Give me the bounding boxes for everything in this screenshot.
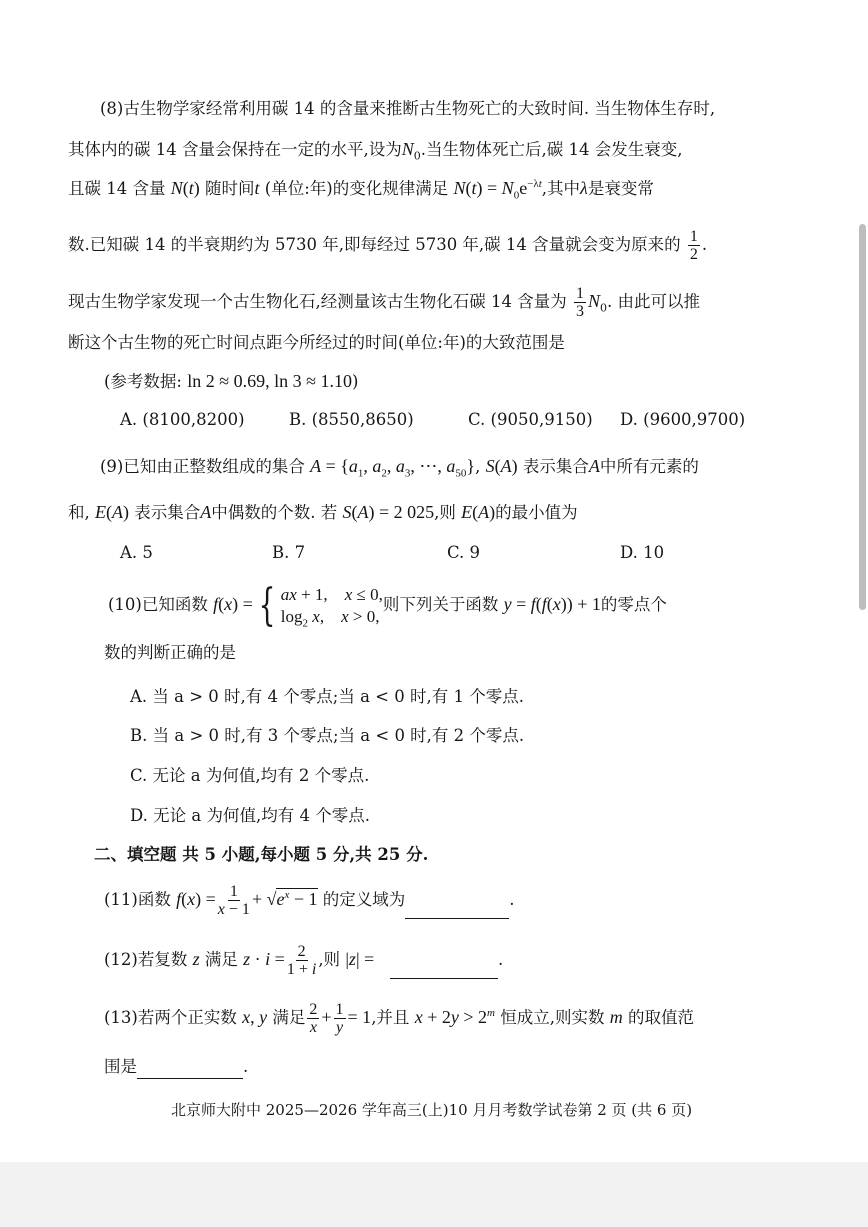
q9-option-b: B. 7 xyxy=(272,543,306,562)
q9-text: 的最小值为 xyxy=(495,503,578,522)
q10-option-c: C. 无论 a 为何值,均有 2 个零点. xyxy=(130,766,370,785)
fraction-2-over-x: $\frac{2}{x}$ xyxy=(309,1001,318,1036)
q9-option-a: A. 5 xyxy=(120,543,153,562)
q8-text: 其体内的碳 14 含量会保持在一定的水平,设为 xyxy=(68,140,402,159)
q8-text: 现古生物学家发现一个古生物化石,经测量该古生物化石碳 14 含量为 xyxy=(68,292,567,311)
q8-text: 随时间 xyxy=(205,179,255,198)
q10-text: 则下列关于函数 xyxy=(382,595,499,614)
q8-line-2: 其体内的碳 14 含量会保持在一定的水平,设为$N_0$.当生物体死亡后,碳 14 会发生衰变, xyxy=(68,139,683,163)
q9-math: E(A) xyxy=(95,502,129,522)
q9-text: 中偶数的个数. 若 xyxy=(211,503,338,522)
q8-line-5: 现古生物学家发现一个古生物化石,经测量该古生物化石碳 14 含量为 $\frac{1}{3}$ $N_0$. 由此可以推 xyxy=(68,285,700,320)
q8-text: (单位:年)的变化规律满足 xyxy=(264,179,449,198)
q8-text: ,其中 xyxy=(541,179,581,198)
q8-math: ln 2 ≈ 0.69, ln 3 ≈ 1.10 xyxy=(187,371,353,391)
fraction-1-over-x-1: $\frac{1}{x - 1}$ xyxy=(217,883,250,918)
q11-text: . xyxy=(509,890,515,909)
q10-text: 的零点个 xyxy=(600,595,667,614)
q13-text: 的取值范 xyxy=(627,1008,694,1027)
q9-text: 中所有元素的 xyxy=(599,457,699,476)
page-footer: 北京师大附中 2025—2026 学年高三(上)10 月月考数学试卷第 2 页 (共 6 页) xyxy=(171,1101,693,1119)
bottom-margin xyxy=(0,1162,868,1227)
q13-line-2 xyxy=(104,1055,248,1079)
q10-line-2: 数的判断正确的是 xyxy=(104,643,236,662)
q12-line: (12)若复数 z 满足 z · i = $\frac{2}{1 + i}$ ,则 |z| = . xyxy=(104,943,504,978)
q8-line-4: 数.已知碳 14 的半衰期约为 5730 年,即每经过 5730 年,碳 14 含量就会变为原来的 $\frac{1}{2}$ . xyxy=(68,228,708,263)
q8-line-6 xyxy=(68,331,565,355)
scrollbar-thumb[interactable] xyxy=(859,224,866,610)
q9-text: 和, xyxy=(68,503,90,522)
answer-blank xyxy=(405,900,509,919)
q11-text: (11)函数 xyxy=(104,890,171,909)
q12-text: ,则 xyxy=(318,950,341,969)
q9-text: (9)已知由正整数组成的集合 xyxy=(100,457,305,476)
q10-option-a: A. 当 a > 0 时,有 4 个零点;当 a < 0 时,有 1 个零点. xyxy=(130,687,524,706)
answer-blank xyxy=(137,1060,243,1079)
q8-line-1 xyxy=(100,97,715,121)
q9-text: ,则 xyxy=(434,503,456,522)
q12-text: (12)若复数 xyxy=(104,950,188,969)
answer-blank xyxy=(390,960,498,979)
q8-formula: $N(t) = N_0e^{-\lambda t}$ xyxy=(453,178,542,202)
q9-math: S(A) xyxy=(485,456,518,476)
q9-line-1: (9)已知由正整数组成的集合 $A = \{a_1$, $a_2$, $a_3$, ⋯, $a_{50}$}, S(A) 表示集合A中所有元素的 xyxy=(100,456,699,480)
section-heading: 二、填空题 共 5 小题,每小题 5 分,共 25 分. xyxy=(94,845,429,864)
q8-text: 数.已知碳 14 的半衰期约为 5730 年,即每经过 5730 年,碳 14 含量就会变为原来的 xyxy=(68,235,681,254)
q10-option-d: D. 无论 a 为何值,均有 4 个零点. xyxy=(130,806,370,825)
q13-text: 恒成立,则实数 xyxy=(500,1008,605,1027)
q8-math: N(t) xyxy=(170,178,200,198)
q13-line-1: (13)若两个正实数 x, y 满足 $\frac{2}{x}$ + $\frac{1}{y}$ = 1,并且 $x + 2y > 2^m$ 恒成立,则实数 m 的取值范 xyxy=(104,1001,694,1036)
q11-line xyxy=(104,880,515,919)
q13-text: ,并且 xyxy=(371,1008,410,1027)
q9-set: $A = \{a_1$, $a_2$, $a_3$, ⋯, $a_{50}$} xyxy=(310,456,476,480)
q9-text: , xyxy=(475,457,481,476)
q9-line-2: 和, E(A) 表示集合A中偶数的个数. 若 S(A) = 2 025,则 E(A)的最小值为 xyxy=(68,502,578,522)
fraction-one-third: $\frac{1}{3}$ xyxy=(575,285,584,320)
brace: { xyxy=(258,579,276,631)
q8-text: 且碳 14 含量 xyxy=(68,179,166,198)
q8-text: ) xyxy=(352,372,359,391)
q9-math: S(A) = 2 025 xyxy=(342,502,435,522)
q12-math: z · i = xyxy=(243,949,285,969)
q9-math: E(A) xyxy=(461,502,496,522)
q8-text: (8)古生物学家经常利用碳 14 的含量来推断古生物死亡的大致时间. 当生物体生存时, xyxy=(100,99,716,118)
q8-option-c: C. (9050,9150) xyxy=(468,410,593,429)
q11-math: f(x) = xyxy=(176,889,216,909)
q9-text: 表示集合 xyxy=(134,503,201,522)
q9-option-c: C. 9 xyxy=(447,543,481,562)
q13-text: . xyxy=(243,1057,249,1076)
fraction-1-over-y: $\frac{1}{y}$ xyxy=(335,1001,344,1036)
q9-option-d: D. 10 xyxy=(620,543,665,562)
q13-math: x, y xyxy=(242,1007,268,1027)
q8-text: .当生物体死亡后,碳 14 会发生衰变, xyxy=(420,140,683,159)
q8-option-a: A. (8100,8200) xyxy=(120,410,245,429)
fraction-one-half: $\frac{1}{2}$ xyxy=(689,228,698,263)
fraction-2-over-1-plus-i: $\frac{2}{1 + i}$ xyxy=(286,943,317,978)
q10-cases: ax + 1, x ≤ 0, $\log_2 x$, x > 0, xyxy=(280,584,383,629)
q10-function: f(x) = xyxy=(213,594,253,614)
q10-option-b: B. 当 a > 0 时,有 3 个零点;当 a < 0 时,有 2 个零点. xyxy=(130,726,525,745)
q8-text: . 由此可以推 xyxy=(607,292,700,311)
q9-text: 表示集合 xyxy=(522,457,589,476)
q13-math: $x + 2y > 2^m$ xyxy=(414,1007,495,1027)
q8-text: 是衰变常 xyxy=(587,179,654,198)
q13-text: 满足 xyxy=(272,1008,306,1027)
q10-math: y = f(f(x)) + 1 xyxy=(503,594,601,614)
q11-text: 的定义域为 xyxy=(322,890,406,909)
q8-text: 断这个古生物的死亡时间点距今所经过的时间(单位:年)的大致范围是 xyxy=(68,333,565,352)
q13-text: 围是 xyxy=(104,1057,137,1076)
q12-text: . xyxy=(497,950,504,969)
q12-math: |z| = xyxy=(345,949,375,969)
q13-text: (13)若两个正实数 xyxy=(104,1008,237,1027)
q11-math: + $√e^x - 1$ xyxy=(251,889,318,909)
q12-text: 满足 xyxy=(204,950,238,969)
q8-text: (参考数据: xyxy=(104,372,182,391)
q10-line-1 xyxy=(108,579,667,631)
q8-option-d: D. (9600,9700) xyxy=(620,410,746,429)
q10-text: (10)已知函数 xyxy=(108,595,208,614)
q8-reference-data xyxy=(104,369,358,394)
q8-option-b: B. (8550,8650) xyxy=(289,410,414,429)
q8-line-3: 且碳 14 含量 N(t) 随时间t (单位:年)的变化规律满足 $N(t) = N_0e^{-\lambda t}$,其中λ是衰变常 xyxy=(68,178,654,202)
